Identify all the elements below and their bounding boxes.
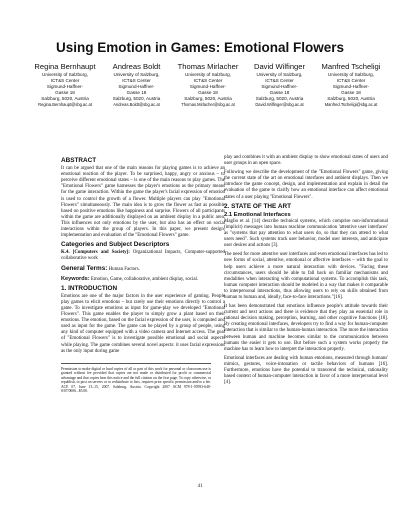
author-street: Sigmund-Haffner- bbox=[261, 84, 298, 89]
author-street-2: Gasse 18 bbox=[341, 90, 361, 95]
author-street: Sigmund-Haffner- bbox=[46, 84, 84, 89]
abstract-text: It can be argued that one of the main reasons for playing games is to achieve an emotional reaction of the player. To be surprised, happy, angry or anxious – to perceive different emotional states – is one of the main reasons to play games. The "Emotional Flowers" game harnesses the player's emotions as the primary means for the game interaction. Within the game the player's facial expression of emotion is used to control the growth of a flower. Multiple players can play "Emotional Flowers" simultaneously. The main idea is to grow the flower as fast as possible based on positive emotions like happiness and surprise. Flowers of all participants within the game are additionally displayed on an ambient display in a public area. This influences not only emotions by the user, but also has an effect on social interactions within the group of players. In this paper, we present design, implementation and evaluation of the "Emotional Flowers" game. bbox=[61, 166, 225, 239]
author-name: Manfred Tscheligi bbox=[321, 62, 381, 71]
author-name: Regina Bernhaupt bbox=[34, 62, 96, 71]
right-column bbox=[224, 155, 388, 389]
author-affiliation: University of Salzburg, bbox=[185, 72, 231, 77]
author-city: Salzburg, 5020, Austria bbox=[112, 96, 161, 101]
author-center: ICT&S Center bbox=[50, 78, 80, 83]
keywords-label: Keywords: bbox=[61, 275, 90, 282]
author-email[interactable]: David.Wilfinger@sbg.ac.at bbox=[255, 102, 304, 107]
author-name: Thomas Mirlacher bbox=[177, 62, 239, 71]
author-street: Sigmund-Haffner- bbox=[189, 84, 227, 89]
categories-description: Organizational Impacts, Computer-supported collaborative work bbox=[61, 250, 225, 262]
author-city: Salzburg, 5020, Austria bbox=[41, 96, 89, 101]
intro-continuation: play and combines it with an ambient display to show emotional states of users and user groups in an open space. bbox=[224, 155, 388, 167]
author-street-2: Gasse 18 bbox=[198, 90, 218, 95]
author-city: Salzburg, 5020, Austria bbox=[327, 96, 375, 101]
author-city: Salzburg, 5020, Austria bbox=[255, 96, 304, 101]
state-of-art-heading: 2. STATE OF THE ART bbox=[224, 202, 291, 210]
general-terms-text: Human Factors. bbox=[107, 266, 140, 272]
author-3 bbox=[173, 62, 243, 108]
emotional-interfaces-heading: 2.1 Emotional Interfaces bbox=[224, 211, 291, 218]
author-street: Sigmund-Haffner- bbox=[332, 84, 370, 89]
page-number: 41 bbox=[197, 484, 203, 489]
author-name: David Wilfinger bbox=[253, 62, 306, 71]
author-street: Sigmund-Haffner- bbox=[118, 84, 155, 89]
body-paragraph: Emotional interfaces are dealing with human emotions, measured through humans' mimics, gestures, voice-intonation or tactile behaviors of humans [16]. Furthermore, emotions have the potential to transcend the technical, rationality based context of human-computer interaction in favor of a more interpersonal level [4]. bbox=[224, 355, 388, 386]
categories-code: K.4. [Computers and Society]: bbox=[61, 250, 130, 256]
author-center: ICT&S Center bbox=[265, 78, 294, 83]
paper-title: Using Emotion in Games: Emotional Flowers bbox=[55, 40, 345, 55]
author-affiliation: University of Salzburg, bbox=[328, 72, 374, 77]
author-street-2: Gasse 18 bbox=[269, 90, 290, 95]
author-center: ICT&S Center bbox=[193, 78, 223, 83]
author-center: ICT&S Center bbox=[336, 78, 366, 83]
author-4 bbox=[245, 62, 315, 108]
author-email[interactable]: Thomas.Mirlacher@sbg.ac.at bbox=[181, 102, 235, 107]
author-affiliation: University of Salzburg, bbox=[256, 72, 303, 77]
author-1 bbox=[30, 62, 100, 108]
author-street-2: Gasse 18 bbox=[126, 90, 147, 95]
introduction-text: Emotions are one of the major factors in the user experience of gaming. People play games to elicit emotions – but rarely use their emotions directly to control a game. To investigate emotions as input for game-play we developed "Emotional Flowers". This game enables the player to simply grow a plant based on their emotions. The emotion, based on the facial expression of the user, is computed and used as input for the game. The game can be played by a group of people, using any kind of computer equipped with a video camera and Internet access. The goal of "Emotional Flowers" is to investigate possible emotional and social aspects while playing. The game combines several novel aspects: it uses facial expressions as the only input during game bbox=[61, 293, 225, 354]
copyright-footnote: Permission to make digital or hard copies of all or part of this work for personal or classroom use is granted without fee provided that copies are not made or distributed for profit or commercial advantage and that copies bear this notice and the full citation on the first page. To copy otherwise, or republish, to post on servers or to redistribute to lists, requires prior specific permission and/or a fee. ACE 07, June 13–15, 2007, Salzburg, Austria. Copyright 2007 ACM 978-1-59593-640-0/07/0006...$5.00. bbox=[61, 363, 211, 394]
author-email[interactable]: Manfred.Tscheligi@sbg.ac.at bbox=[324, 102, 378, 107]
author-email[interactable]: Andreas.Boldt@sbg.ac.at bbox=[113, 102, 160, 107]
author-street-2: Gasse 18 bbox=[55, 90, 75, 95]
introduction-heading: 1. INTRODUCTION bbox=[61, 284, 118, 292]
abstract-heading: ABSTRACT bbox=[61, 157, 97, 164]
left-column bbox=[61, 155, 225, 394]
keywords bbox=[61, 276, 225, 283]
author-affiliation: University of Salzburg, bbox=[113, 72, 160, 77]
author-city: Salzburg, 5020, Austria bbox=[184, 96, 232, 101]
author-block bbox=[30, 62, 386, 108]
body-paragraph: Maglio et al. [14] describe technical systems, which comprise non-informational (implicit) messages into human machine communication 'attentive user interfaces' as "systems that pay attention to what users do, so that they can attend to what users need". Such systems track user behavior, model user interests, and anticipate user desires and actions [3]. bbox=[224, 218, 388, 249]
author-email[interactable]: Regina.Bernhaupt@sbg.ac.at bbox=[38, 102, 92, 107]
keywords-text: Emotion, Game, collaborative, ambient display, social. bbox=[89, 276, 199, 282]
author-affiliation: University of Salzburg, bbox=[42, 72, 88, 77]
author-center: ICT&S Center bbox=[122, 78, 151, 83]
body-paragraph: It has been demonstrated that emotions influence people's attitude towards their current and next actions and there is evidence that they play an essential role in rational decision making, perception, learning, and other cognitive functions [18]. By creating emotional interfaces, developers try to find a way for human-computer interaction that is similar to the human-human interaction. The more the interaction between human and machine becomes similar to the communication between humans the easier it gets to use. But before such a system works properly the machine has to learn how to interpret the interaction properly. bbox=[224, 304, 388, 352]
author-5 bbox=[316, 62, 386, 108]
paper-outline-paragraph: Following we describe the development of the "Emotional Flowers" game, giving the current state of the art on emotional interfaces and ambient displays. Then we introduce the game concept, design, and implementation and explain in detail the evaluation of the game to clarify how an emotional interface can affect emotional states of a user playing "Emotional Flowers". bbox=[224, 170, 388, 200]
author-name: Andreas Boldt bbox=[112, 62, 161, 71]
categories-heading: Categories and Subject Descriptors bbox=[61, 241, 170, 249]
general-terms-heading: General Terms: bbox=[61, 264, 108, 272]
general-terms bbox=[61, 266, 225, 273]
body-paragraph: The need for more attentive user interfaces and even emotional interfaces has led to new forms of social, attentive, emotional or affective interfaces – with the goal to help users achieve a more natural interaction with devices. "Facing these circumstances, users should be able to fall back on familiar mechanisms and modalities when interacting with computational systems. To accomplish this task, human computer interaction should be modeled in a way that makes it comparable to interpersonal interactions, thus allowing users to rely on skills obtained from human to human and, ideally, face-to-face interactions."[16]. bbox=[224, 252, 388, 300]
author-2 bbox=[102, 62, 172, 108]
categories-text bbox=[61, 250, 225, 262]
